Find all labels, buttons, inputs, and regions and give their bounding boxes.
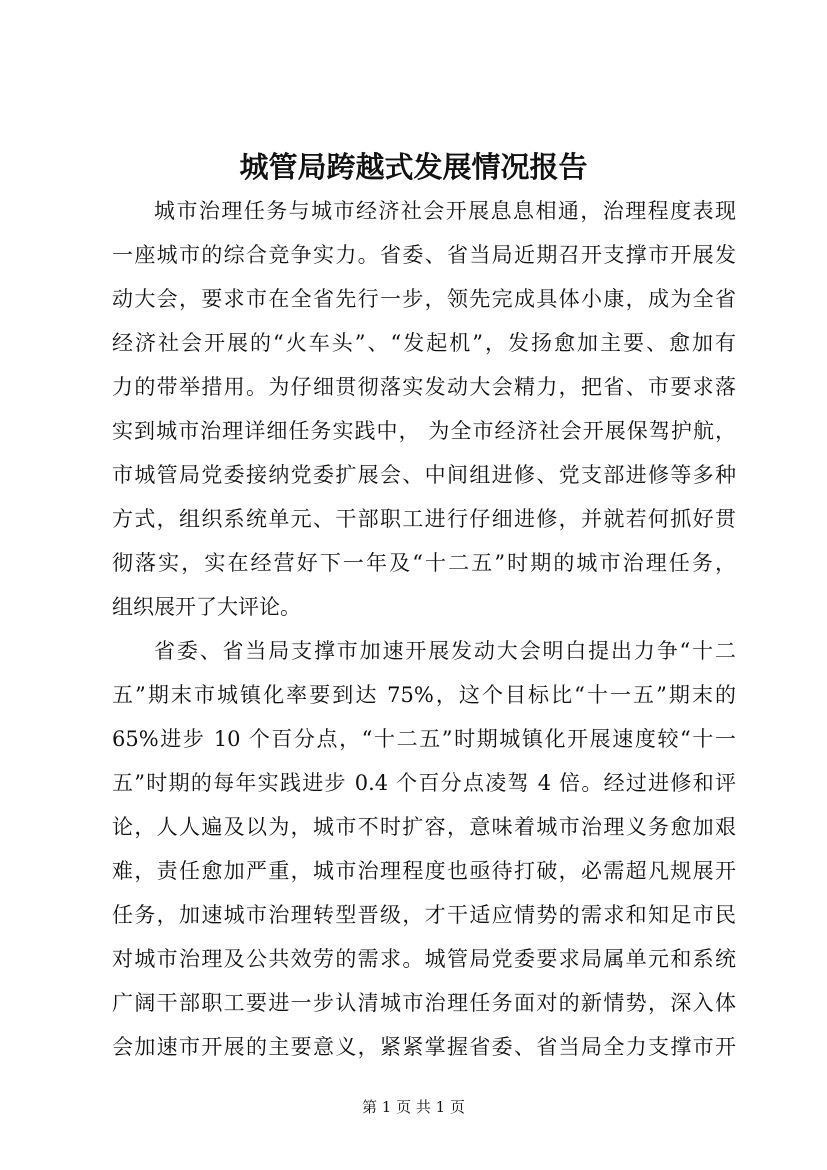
paragraph-line: 广阔干部职工要进一步认清城市治理任务面对的新情势，深入体 [112, 991, 736, 1015]
paragraph-line: 城市治理任务与城市经济社会开展息息相通，治理程度表现 [154, 199, 736, 223]
paragraph-line: 方式，组织系统单元、干部职工进行仔细进修，并就若何抓好贯 [112, 507, 736, 531]
paragraph-line: 会加速市开展的主要意义，紧紧掌握省委、省当局全力支撑市开 [112, 1035, 736, 1059]
paragraph-line: 论，人人遍及以为，城市不时扩容，意味着城市治理义务愈加艰 [112, 815, 736, 839]
paragraph-line: 一座城市的综合竞争实力。省委、省当局近期召开支撑市开展发 [112, 243, 736, 267]
paragraph-line: 实到城市治理详细任务实践中， 为全市经济社会开展保驾护航， [112, 419, 736, 443]
paragraph-line: 市城管局党委接纳党委扩展会、中间组进修、党支部进修等多种 [112, 463, 736, 487]
document-title: 城管局跨越式发展情况报告 [239, 150, 588, 184]
paragraph-line: 65%进步 10 个百分点，“十二五”时期城镇化开展速度较“十一 [112, 727, 736, 751]
paragraph-line: 难，责任愈加严重，城市治理程度也亟待打破，必需超凡规展开 [112, 859, 736, 883]
paragraph-line: 五”期末市城镇化率要到达 75%，这个目标比“十一五”期末的 [112, 683, 736, 707]
paragraph-line: 经济社会开展的“火车头”、“发起机”，发扬愈加主要、愈加有 [112, 331, 736, 355]
paragraph-line: 彻落实，实在经营好下一年及“十二五”时期的城市治理任务， [112, 551, 736, 575]
paragraph-line: 动大会，要求市在全省先行一步，领先完成具体小康，成为全省 [112, 287, 736, 311]
paragraph-line: 省委、省当局支撑市加速开展发动大会明白提出力争“十二 [154, 639, 736, 663]
paragraph-line: 组织展开了大评论。 [112, 595, 301, 619]
paragraph-line: 对城市治理及公共效劳的需求。城管局党委要求局属单元和系统 [112, 947, 736, 971]
page-footer: 第 1 页 共 1 页 [362, 1098, 465, 1116]
paragraph-line: 五”时期的每年实践进步 0.4 个百分点凌驾 4 倍。经过进修和评 [112, 771, 736, 795]
paragraph-line: 任务，加速城市治理转型晋级，才干适应情势的需求和知足市民 [112, 903, 736, 927]
paragraph-line: 力的带举措用。为仔细贯彻落实发动大会精力，把省、市要求落 [112, 375, 736, 399]
